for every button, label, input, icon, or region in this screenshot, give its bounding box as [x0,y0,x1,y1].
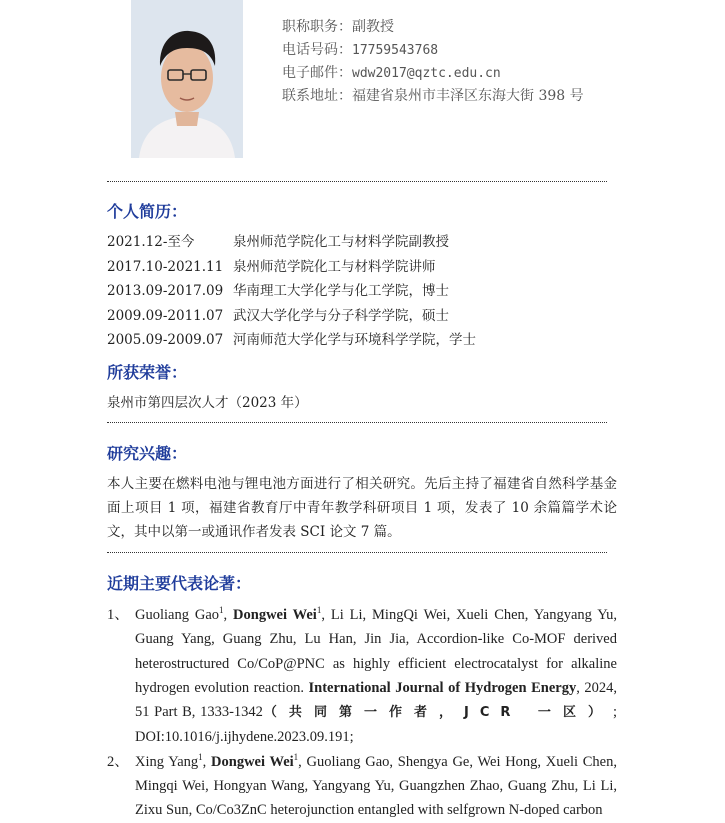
separator: , [223,607,234,623]
divider [107,422,607,423]
address-value: 福建省泉州市丰泽区东海大街 398 号 [352,88,584,104]
author: Guoliang Gao [135,607,220,623]
education-desc: 华南理工大学化学与化工学院，博士 [233,283,449,299]
honor-text: 泉州市第四层次人才（2023 年） [107,395,308,411]
publication-title: Co/Co3ZnC heterojunction entangled with selfgrown N-doped carbon [195,802,603,819]
profile-photo [131,0,243,158]
education-date: 2013.09-2017.09 [107,283,224,299]
publication-item [107,750,617,823]
research-text: 本人主要在燃料电池与锂电池方面进行了相关研究。先后主持了福建省自然科学基金面上项目 1 项，福建省教育厅中青年教学科研项目 1 项，发表了 10 余篇篇学术论文，其中以第一或通讯作者发表 SCI 论文 7 篇。 [107,476,617,540]
publications-heading: 近期主要代表论著： [107,574,252,593]
address-label: 联系地址： [282,88,352,104]
education-desc: 泉州师范学院化工与材料学院副教授 [233,234,449,250]
education-desc: 武汉大学化学与分子科学学院，硕士 [233,307,449,324]
publication-number: 1、 [107,607,129,623]
research-heading: 研究兴趣： [107,444,188,463]
divider [107,552,607,553]
education-date: 2017.10-2021.11 [107,258,224,275]
email-row [282,62,584,85]
author-mark: 1 [198,751,203,762]
publication-title: Accordion-like Co-MOF derived heterostructured Co/CoP@PNC as highly efficient electrocatalyst for alkaline hydrogen evolution reaction. [135,631,617,696]
publication-item [107,603,617,750]
title-label: 职称职务： [282,19,352,35]
portrait-illustration [131,0,243,158]
publication-doi[interactable]: ; DOI:10.1016/j.ijhydene.2023.09.191; [135,704,618,746]
title-value: 副教授 [352,19,394,35]
phone-row [282,39,584,62]
journal-name: International Journal of Hydrogen Energy [308,679,577,696]
honors-heading: 所获荣誉： [107,363,188,382]
publication-number: 2、 [107,753,129,770]
authors: , Guoliang Gao, Shengya Ge, Wei Hong, Xueli Chen, Mingqi Wei, Hongyan Wang, Yangyang Yu, Guangzhen Zhao, Guang Zhu, Li Li, Zixu Sun, [135,753,617,819]
author-mark: 1 [293,751,299,762]
publication-list [107,603,617,823]
author-highlight: Dongwei Wei [211,753,294,770]
contact-info [282,16,584,108]
author-mark: 1 [219,605,224,616]
education-desc: 河南师范大学化学与环境科学学院，学士 [233,332,476,348]
resume-heading: 个人简历： [107,202,188,221]
publication-note: （共同第一作者，JCR 一区） [262,705,613,721]
address-row [282,85,584,108]
author: Xing Yang [135,753,199,770]
authors: , Li Li, MingQi Wei, Xueli Chen, Yangyang Yu, Guang Yang, Guang Zhu, Lu Han, Jin Jia, [135,607,618,648]
education-date: 2021.12-至今 [107,234,195,250]
divider [107,181,607,182]
author-highlight: Dongwei Wei [233,607,317,623]
author-mark: 1 [316,605,322,616]
education-desc: 泉州师范学院化工与材料学院讲师 [233,258,436,275]
education-date: 2005.09-2009.07 [107,332,224,348]
phone-value: 17759543768 [352,43,439,58]
phone-label: 电话号码： [282,42,352,58]
title-row [282,16,584,39]
email-value[interactable]: wdw2017@qztc.edu.cn [352,66,501,81]
education-date: 2009.09-2011.07 [107,307,224,324]
email-label: 电子邮件： [282,65,352,81]
publication-details: , 2024, 51 Part B, 1333-1342 [135,679,618,721]
separator: , [202,753,212,770]
